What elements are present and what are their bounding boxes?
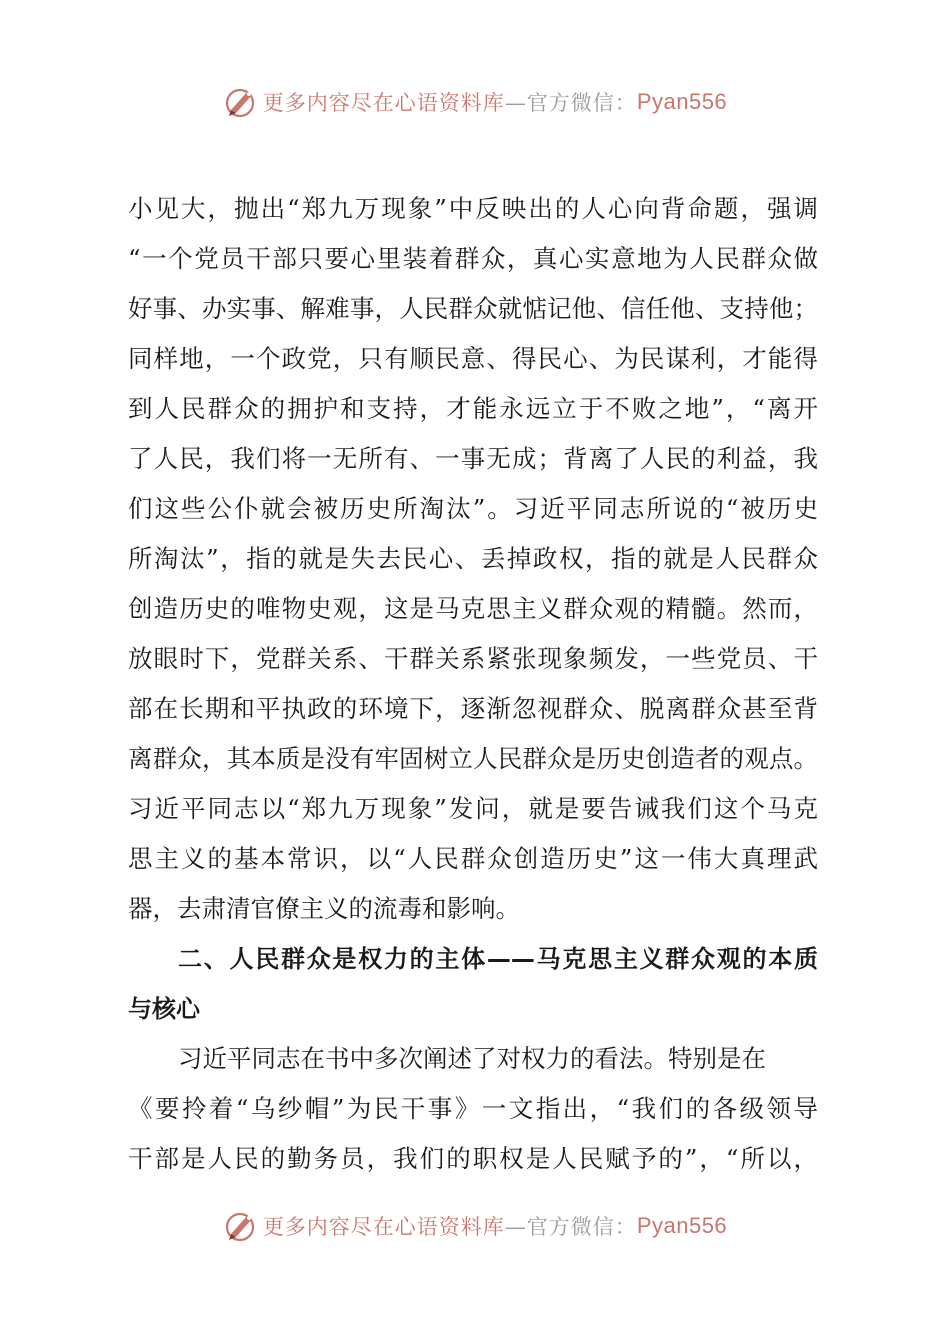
- watermark-official: —官方微信：: [504, 1215, 637, 1239]
- text-line: 部在长期和平执政的环境下，逐渐忽视群众、脱离群众甚至背: [128, 694, 818, 723]
- watermark-official: —官方微信：: [504, 91, 637, 115]
- pen-nib-circle-icon: [223, 84, 259, 120]
- text-line: 到人民群众的拥护和支持，才能永远立于不败之地”，“离开: [128, 394, 818, 423]
- text-line: 好事、办实事、解难事，人民群众就惦记他、信任他、支持他；: [128, 294, 818, 323]
- text-line: 《要拎着“乌纱帽”为民干事》一文指出，“我们的各级领导: [128, 1094, 818, 1123]
- watermark-brand: 更多内容尽在心语资料库: [262, 1215, 505, 1239]
- text-line: 小见大，抛出“郑九万现象”中反映出的人心向背命题，强调: [128, 194, 818, 223]
- pen-nib-circle-icon: [223, 1208, 259, 1244]
- text-line: 放眼时下，党群关系、干群关系紧张现象频发，一些党员、干: [128, 644, 818, 673]
- text-line: 了人民，我们将一无所有、一事无成；背离了人民的利益，我: [128, 444, 818, 473]
- text-line: 干部是人民的勤务员，我们的职权是人民赋予的”，“所以，: [128, 1144, 818, 1173]
- text-line: 器，去肃清官僚主义的流毒和影响。: [128, 894, 520, 923]
- text-line: “一个党员干部只要心里装着群众，真心实意地为人民群众做: [128, 244, 818, 273]
- section-heading: 与核心: [128, 995, 200, 1023]
- section-heading: 二、人民群众是权力的主体——马克思主义群众观的本质: [178, 945, 818, 973]
- text-line: 创造历史的唯物史观，这是马克思主义群众观的精髓。然而，: [128, 594, 818, 623]
- text-line: 离群众，其本质是没有牢固树立人民群众是历史创造者的观点。: [128, 744, 818, 773]
- watermark-handle: Pyan556: [636, 1213, 728, 1238]
- text-line: 习近平同志在书中多次阐述了对权力的看法。特别是在: [178, 1044, 766, 1073]
- text-line: 习近平同志以“郑九万现象”发问，就是要告诫我们这个马克: [128, 794, 818, 823]
- footer-watermark: [0, 1208, 950, 1244]
- header-watermark: [0, 84, 950, 120]
- body-text: [128, 184, 818, 1184]
- watermark-brand: 更多内容尽在心语资料库: [262, 91, 505, 115]
- text-line: 思主义的基本常识，以“人民群众创造历史”这一伟大真理武: [128, 844, 818, 873]
- text-line: 们这些公仆就会被历史所淘汰”。习近平同志所说的“被历史: [128, 494, 818, 523]
- text-line: 同样地，一个政党，只有顺民意、得民心、为民谋利，才能得: [128, 344, 818, 373]
- watermark-handle: Pyan556: [636, 89, 728, 114]
- text-line: 所淘汰”，指的就是失去民心、丢掉政权，指的就是人民群众: [128, 544, 818, 573]
